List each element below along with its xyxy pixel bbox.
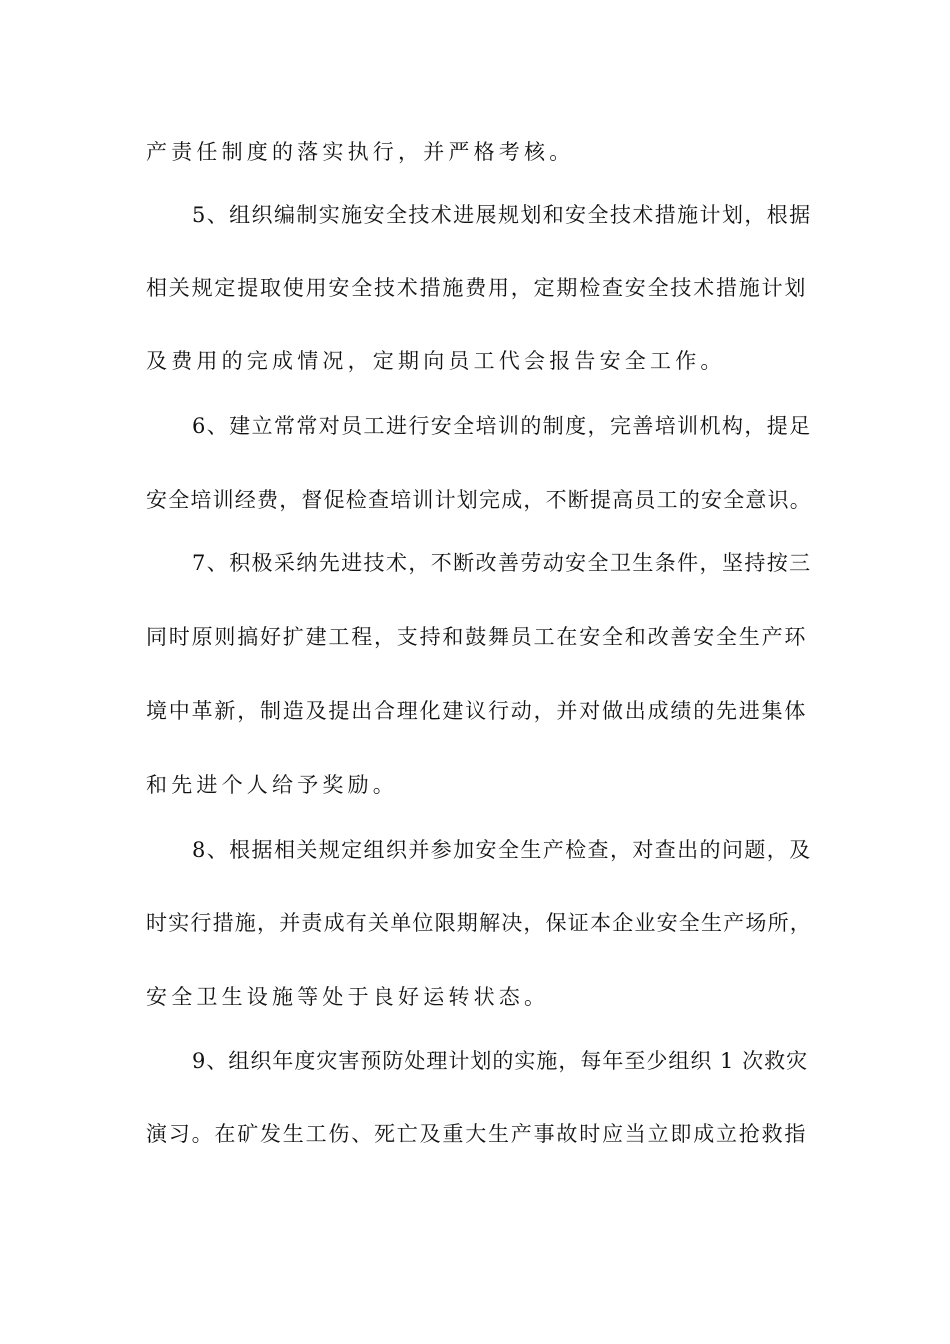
paragraph-6-line: 6、建立常常对员工进行安全培训的制度，完善培训机构，提足 [192,414,812,438]
paragraph-7-line: 7、积极采纳先进技术，不断改善劳动安全卫生条件，坚持按三 [192,551,812,575]
text-line: 和先进个人给予奖励。 [146,773,398,797]
text-line: 时实行措施，并责成有关单位限期解决，保证本企业安全生产场所， [146,911,812,935]
text-line: 及费用的完成情况，定期向员工代会报告安全工作。 [146,349,726,373]
text-line: 产责任制度的落实执行，并严格考核。 [146,140,575,164]
text-line: 境中革新，制造及提出合理化建议行动，并对做出成绩的先进集体 [146,699,808,723]
paragraph-8-line: 8、根据相关规定组织并参加安全生产检查，对查出的问题，及 [192,838,812,862]
text-line: 安全卫生设施等处于良好运转状态。 [146,985,550,1009]
paragraph-9-line: 9、组织年度灾害预防处理计划的实施，每年至少组织 1 次救灾 [192,1049,809,1073]
text-line: 演习。在矿发生工伤、死亡及重大生产事故时应当立即成立抢救指 [146,1122,808,1146]
text-line: 相关规定提取使用安全技术措施费用，定期检查安全技术措施计划 [146,276,808,300]
text-line: 安全培训经费，督促检查培训计划完成，不断提高员工的安全意识。 [146,488,812,512]
text-line: 同时原则搞好扩建工程，支持和鼓舞员工在安全和改善安全生产环 [146,625,808,649]
paragraph-5-line: 5、组织编制实施安全技术进展规划和安全技术措施计划，根据 [192,203,812,227]
